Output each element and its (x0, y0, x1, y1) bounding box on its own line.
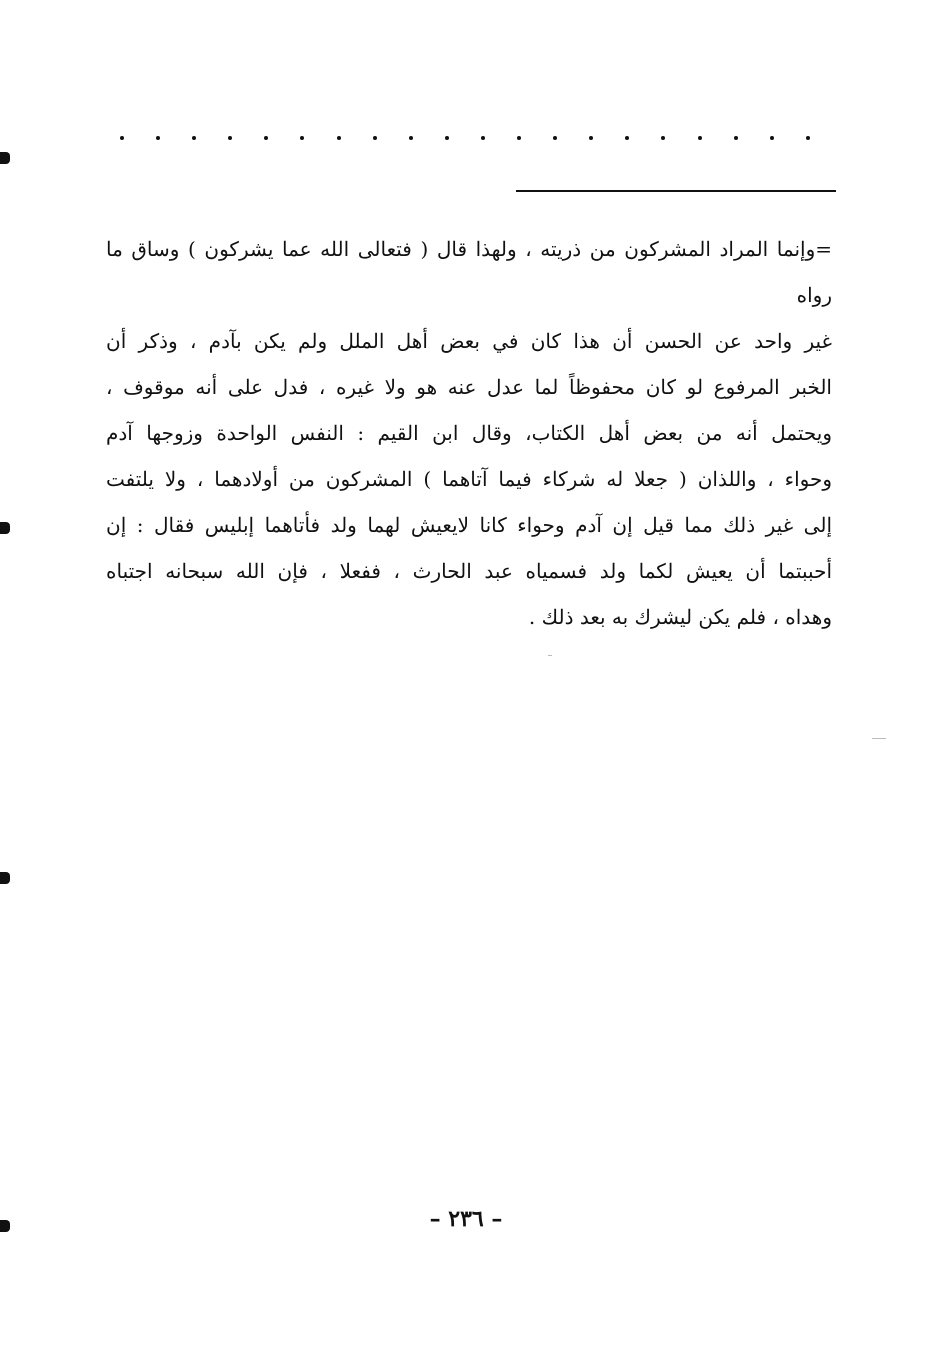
scan-edge-mark (0, 522, 10, 534)
separator-dot (481, 136, 485, 140)
footnote-line: ويحتمل أنه من بعض أهل الكتاب، وقال ابن القيم : النفس الواحدة وزوجها آدم (106, 421, 832, 445)
footnote-line: =وإنما المراد المشركون من ذريته ، ولهذا قال ( فتعالى الله عما يشركون ) وساق ما رواه (106, 237, 833, 307)
separator-dot (770, 136, 774, 140)
separator-dot (806, 136, 810, 140)
footnote-line: غير واحد عن الحسن أن هذا كان في بعض أهل الملل ولم يكن بآدم ، وذكر أن (106, 329, 832, 353)
footnote-body (106, 226, 832, 640)
section-separator-dots (120, 128, 810, 148)
separator-dot (373, 136, 377, 140)
scan-edge-mark (0, 152, 10, 164)
separator-dot (661, 136, 665, 140)
separator-dot (120, 136, 124, 140)
separator-dot (625, 136, 629, 140)
separator-dot (589, 136, 593, 140)
separator-dot (192, 136, 196, 140)
separator-dot (337, 136, 341, 140)
separator-dot (553, 136, 557, 140)
scan-speck (548, 655, 552, 656)
footnote-line: وهداه ، فلم يكن ليشرك به بعد ذلك . (528, 605, 832, 629)
footnote-line: الخبر المرفوع لو كان محفوظاً لما عدل عنه هو ولا غيره ، فدل على أنه موقوف ، (106, 375, 832, 399)
separator-dot (264, 136, 268, 140)
footnote-line: أحببتما أن يعيش لكما ولد فسمياه عبد الحارث ، ففعلا ، فإن الله سبحانه اجتباه (106, 559, 832, 583)
footnote-divider (516, 190, 836, 192)
separator-dot (228, 136, 232, 140)
footnote-line: وحواء ، واللذان ( جعلا له شركاء فيما آتاهما ) المشركون من أولادهما ، ولا يلتفت (106, 467, 832, 491)
scan-edge-mark (0, 872, 10, 884)
separator-dot (445, 136, 449, 140)
separator-dot (734, 136, 738, 140)
scan-edge-mark (0, 1220, 10, 1232)
footnote-line: إلى غير ذلك مما قيل إن آدم وحواء كانا لايعيش لهما ولد فأتاهما إبليس فقال : إن (106, 513, 832, 537)
separator-dot (156, 136, 160, 140)
separator-dot (698, 136, 702, 140)
separator-dot (517, 136, 521, 140)
separator-dot (409, 136, 413, 140)
separator-dot (300, 136, 304, 140)
page-number: – ٢٣٦ – (429, 1206, 503, 1232)
scan-speck (872, 738, 886, 739)
